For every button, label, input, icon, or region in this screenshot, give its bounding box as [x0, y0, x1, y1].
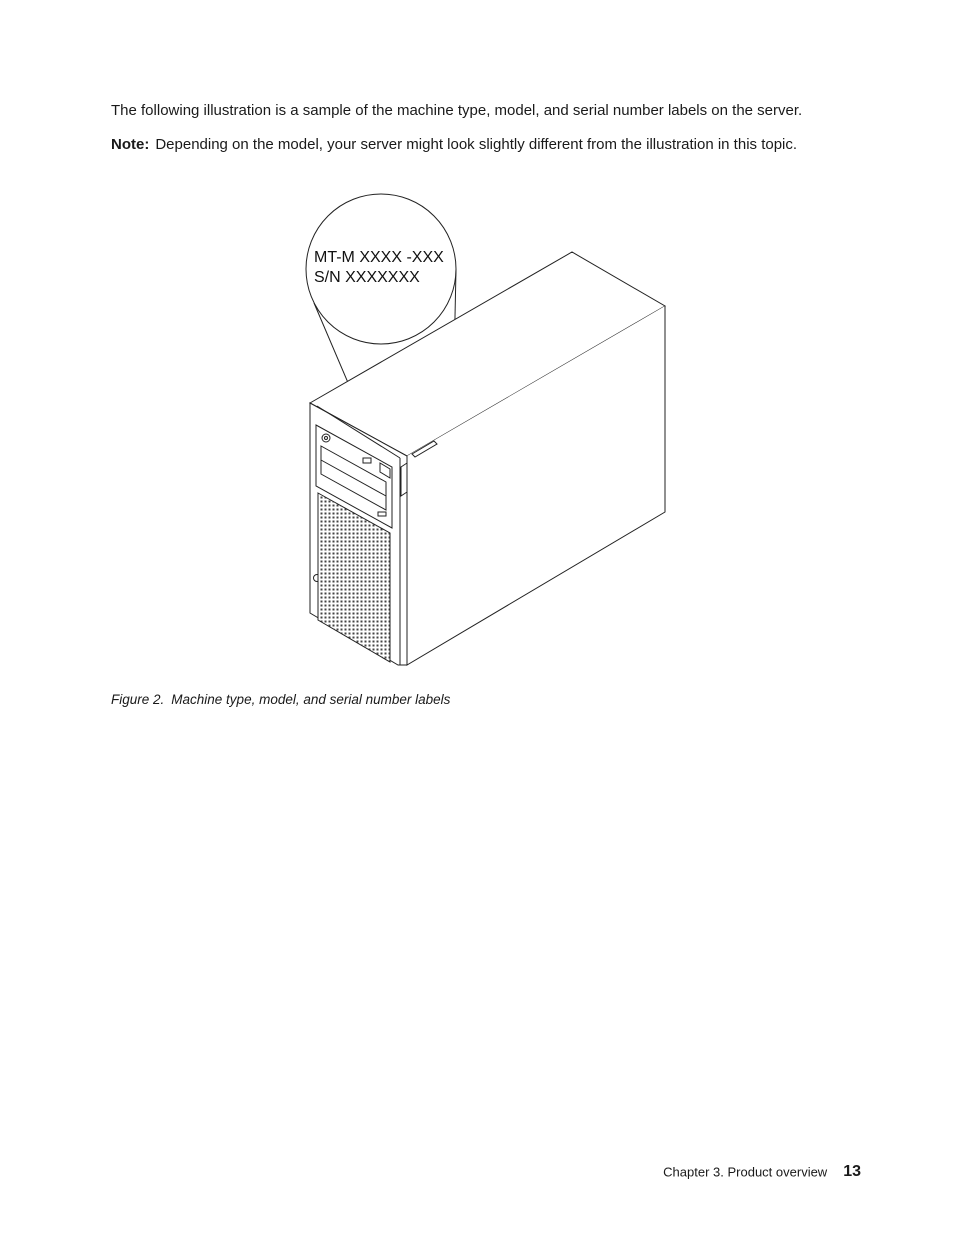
label-line-1: MT-M XXXX -XXX	[314, 249, 444, 266]
caption-number: Figure 2.	[111, 692, 165, 707]
note-text: Depending on the model, your server might look slightly different from the illustration in this topic.	[155, 136, 798, 153]
note-paragraph	[111, 135, 797, 155]
page-footer	[663, 1163, 861, 1181]
server-label-illustration	[300, 188, 680, 678]
page-number: 13	[843, 1163, 861, 1180]
label-line-2: S/N XXXXXXX	[314, 269, 420, 286]
footer-chapter: Chapter 3. Product overview	[663, 1164, 828, 1180]
note-lead: Note:	[111, 136, 150, 153]
caption-text: Machine type, model, and serial number labels	[171, 692, 451, 707]
figure-caption	[111, 692, 450, 707]
intro-paragraph: The following illustration is a sample of the machine type, model, and serial number labels on the server.	[111, 102, 803, 119]
